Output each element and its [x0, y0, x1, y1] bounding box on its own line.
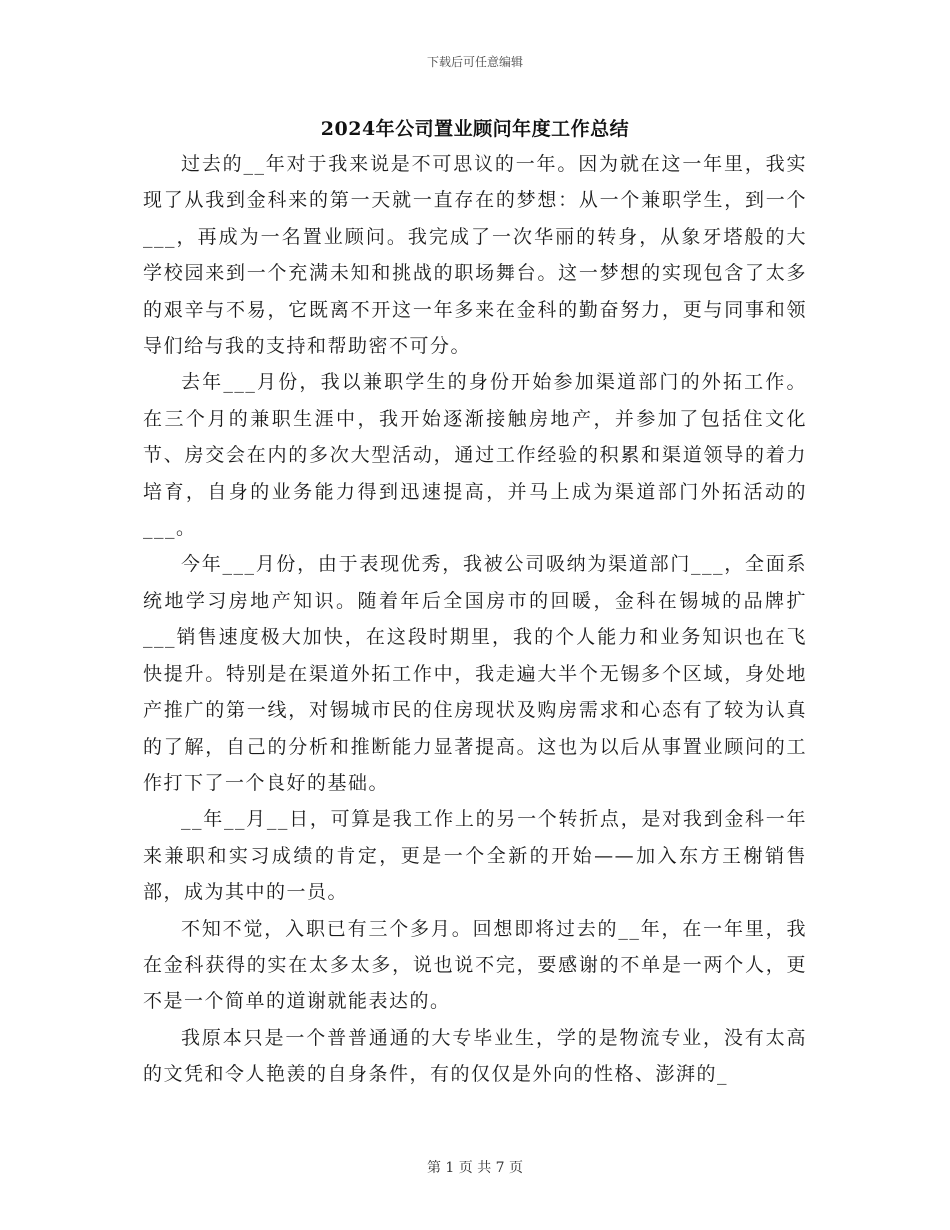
page-number: 第 1 页 共 7 页	[426, 1160, 524, 1176]
header-note: 下载后可任意编辑	[426, 55, 523, 69]
document-title: 2024年公司置业顾问年度工作总结	[320, 118, 630, 140]
paragraph: 我原本只是一个普普通通的大专毕业生，学的是物流专业，没有太高的文凭和令人艳羡的自身条件，有的仅仅是外向的性格、澎湃的_	[143, 1026, 807, 1086]
paragraph: 过去的__年对于我来说是不可思议的一年。因为就在这一年里，我实现了从我到金科来的第一天就一直存在的梦想：从一个兼职学生，到一个___，再成为一名置业顾问。我完成了一次华丽的转身，从象牙塔般的大学校园来到一个充满未知和挑战的职场舞台。这一梦想的实现包含了太多的艰辛与不易，它既离不开这一年多来在金科的勤奋努力，更与同事和领导们给与我的支持和帮助密不可分。	[143, 153, 807, 358]
paragraph: 不知不觉，入职已有三个多月。回想即将过去的__年，在一年里，我在金科获得的实在太多太多，说也说不完，要感谢的不单是一两个人，更不是一个简单的道谢就能表达的。	[143, 917, 807, 1013]
paragraph: 去年___月份，我以兼职学生的身份开始参加渠道部门的外拓工作。在三个月的兼职生涯中，我开始逐渐接触房地产，并参加了包括住文化节、房交会在内的多次大型活动，通过工作经验的积累和渠道领导的着力培育，自身的业务能力得到迅速提高，并马上成为渠道部门外拓活动的___。	[143, 371, 807, 540]
paragraph: __年__月__日，可算是我工作上的另一个转折点，是对我到金科一年来兼职和实习成绩的肯定，更是一个全新的开始——加入东方王榭销售部，成为其中的一员。	[143, 808, 807, 904]
document-body	[143, 146, 807, 1093]
paragraph: 今年___月份，由于表现优秀，我被公司吸纳为渠道部门___，全面系统地学习房地产知识。随着年后全国房市的回暖，金科在锡城的品牌扩___销售速度极大加快，在这段时期里，我的个人能力和业务知识也在飞快提升。特别是在渠道外拓工作中，我走遍大半个无锡多个区域，身处地产推广的第一线，对锡城市民的住房现状及购房需求和心态有了较为认真的了解，自己的分析和推断能力显著提高。这也为以后从事置业顾问的工作打下了一个良好的基础。	[143, 553, 807, 794]
